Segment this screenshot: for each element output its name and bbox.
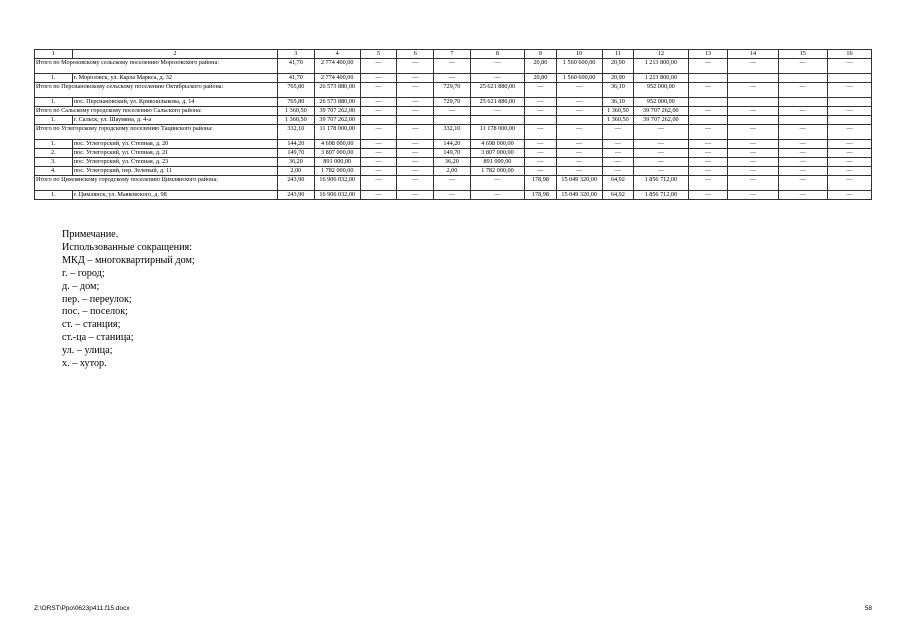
value-cell: — xyxy=(827,158,871,167)
value-cell: — xyxy=(360,74,397,83)
value-cell: 20,80 xyxy=(525,59,556,74)
value-cell: — xyxy=(470,74,524,83)
column-number-header: 3 xyxy=(278,50,315,59)
value-cell: 1 782 000,00 xyxy=(314,167,360,176)
value-cell xyxy=(778,116,827,125)
address-cell: пос. Углегорский, ул. Степная, д. 20 xyxy=(72,140,277,149)
value-cell: — xyxy=(827,140,871,149)
value-cell: — xyxy=(728,59,778,74)
value-cell: 729,70 xyxy=(434,98,471,107)
value-cell: — xyxy=(397,140,434,149)
value-cell: 2,00 xyxy=(278,167,315,176)
value-cell xyxy=(556,116,602,125)
value-cell xyxy=(728,98,778,107)
value-cell: — xyxy=(688,167,728,176)
value-cell: — xyxy=(728,191,778,200)
value-cell: — xyxy=(525,107,556,116)
column-number-header: 16 xyxy=(827,50,871,59)
address-cell: пос. Персиановский, ул. Кривошлыкова, д. 14 xyxy=(72,98,277,107)
value-cell: 20,90 xyxy=(602,59,633,74)
value-cell: — xyxy=(778,107,827,116)
value-cell: — xyxy=(634,158,688,167)
value-cell: — xyxy=(360,98,397,107)
value-cell: — xyxy=(728,140,778,149)
value-cell: — xyxy=(360,140,397,149)
notes-line: ст. – станция; xyxy=(62,319,121,331)
value-cell: — xyxy=(525,98,556,107)
value-cell: 1 856 712,00 xyxy=(634,191,688,200)
value-cell: — xyxy=(827,167,871,176)
value-cell: 765,80 xyxy=(278,98,315,107)
value-cell: 20,90 xyxy=(602,74,633,83)
value-cell: 891 000,00 xyxy=(470,158,524,167)
value-cell: 2 774 400,00 xyxy=(314,74,360,83)
value-cell: — xyxy=(556,107,602,116)
row-index: 1. xyxy=(35,116,73,125)
value-cell: — xyxy=(827,125,871,140)
value-cell: — xyxy=(827,149,871,158)
value-cell: — xyxy=(397,83,434,98)
value-cell xyxy=(827,74,871,83)
value-cell: — xyxy=(397,191,434,200)
value-cell: — xyxy=(434,59,471,74)
value-cell: — xyxy=(688,158,728,167)
value-cell: — xyxy=(602,167,633,176)
value-cell xyxy=(688,74,728,83)
value-cell xyxy=(827,98,871,107)
table-header-row xyxy=(35,50,872,59)
value-cell: — xyxy=(360,158,397,167)
row-index: 4. xyxy=(35,167,73,176)
settlement-total-label: Итого по Морозовскому сельскому поселению Морозовского района: xyxy=(35,59,278,74)
notes-line: х. – хутор. xyxy=(62,358,107,370)
value-cell xyxy=(688,98,728,107)
value-cell: — xyxy=(556,167,602,176)
value-cell: — xyxy=(360,176,397,191)
value-cell: 39 707 262,00 xyxy=(634,116,688,125)
settlement-total-label: Итого по Цимлянскому городскому поселению Цимлянского района: xyxy=(35,176,278,191)
value-cell xyxy=(728,74,778,83)
value-cell: — xyxy=(827,176,871,191)
value-cell: — xyxy=(360,125,397,140)
value-cell: — xyxy=(397,176,434,191)
table-row xyxy=(35,149,872,158)
value-cell xyxy=(827,116,871,125)
value-cell: — xyxy=(360,107,397,116)
value-cell: — xyxy=(360,59,397,74)
table-total-row xyxy=(35,83,872,98)
value-cell: — xyxy=(634,125,688,140)
value-cell: — xyxy=(434,176,471,191)
value-cell: 26 573 880,00 xyxy=(314,83,360,98)
value-cell: 1 360,50 xyxy=(602,107,633,116)
value-cell: 39 707 262,00 xyxy=(634,107,688,116)
value-cell: — xyxy=(360,83,397,98)
footer-file-path: Z:\ORST\Ppo\0623p411.f15.docx xyxy=(34,605,130,612)
value-cell: 1 560 600,00 xyxy=(556,74,602,83)
address-cell: пос. Углегорский, ул. Степная, д. 23 xyxy=(72,158,277,167)
row-index: 1. xyxy=(35,98,73,107)
value-cell: — xyxy=(827,83,871,98)
value-cell: 1 360,50 xyxy=(602,116,633,125)
value-cell: 36,10 xyxy=(602,83,633,98)
column-number-header: 6 xyxy=(397,50,434,59)
column-number-header: 15 xyxy=(778,50,827,59)
table-row xyxy=(35,74,872,83)
value-cell: 41,70 xyxy=(278,59,315,74)
value-cell: — xyxy=(602,140,633,149)
value-cell: — xyxy=(778,140,827,149)
value-cell: — xyxy=(827,59,871,74)
table-row xyxy=(35,140,872,149)
value-cell: 952 000,00 xyxy=(634,98,688,107)
column-number-header: 1 xyxy=(35,50,73,59)
value-cell: — xyxy=(728,167,778,176)
table-total-row xyxy=(35,176,872,191)
notes-line: пос. – поселок; xyxy=(62,306,128,318)
value-cell: — xyxy=(397,149,434,158)
register-table xyxy=(34,49,872,200)
settlement-total-label: Итого по Сальскому городскому поселению Сальского района: xyxy=(35,107,278,116)
value-cell: — xyxy=(360,149,397,158)
value-cell: — xyxy=(525,158,556,167)
value-cell: — xyxy=(470,59,524,74)
value-cell: — xyxy=(602,149,633,158)
value-cell: — xyxy=(728,125,778,140)
notes-title: Примечание. xyxy=(62,229,119,240)
address-cell: пос. Углегорский, ул. Степная, д. 21 xyxy=(72,149,277,158)
value-cell: 729,70 xyxy=(434,83,471,98)
row-index: 1. xyxy=(35,191,73,200)
address-cell: пос. Углегорский, пер. Зеленый, д. 11 xyxy=(72,167,277,176)
value-cell: — xyxy=(728,158,778,167)
value-cell: 25 621 880,00 xyxy=(470,98,524,107)
table-row xyxy=(35,158,872,167)
column-number-header: 14 xyxy=(728,50,778,59)
table-row xyxy=(35,98,872,107)
value-cell: 1 856 712,00 xyxy=(634,176,688,191)
value-cell: — xyxy=(634,140,688,149)
table-row xyxy=(35,116,872,125)
value-cell: 149,70 xyxy=(434,149,471,158)
column-number-header: 8 xyxy=(470,50,524,59)
value-cell: 3 807 000,00 xyxy=(470,149,524,158)
value-cell: 1 782 000,00 xyxy=(470,167,524,176)
value-cell: 144,20 xyxy=(434,140,471,149)
value-cell: 36,20 xyxy=(434,158,471,167)
value-cell: 11 178 000,00 xyxy=(470,125,524,140)
value-cell: 26 573 880,00 xyxy=(314,98,360,107)
column-number-header: 9 xyxy=(525,50,556,59)
value-cell: — xyxy=(728,83,778,98)
value-cell: — xyxy=(728,149,778,158)
notes-line: ст.-ца – станица; xyxy=(62,332,134,344)
value-cell: 1 360,50 xyxy=(278,116,315,125)
notes-block xyxy=(62,229,195,371)
row-index: 3. xyxy=(35,158,73,167)
value-cell xyxy=(688,116,728,125)
value-cell: 332,10 xyxy=(278,125,315,140)
value-cell: 16 906 032,00 xyxy=(314,176,360,191)
value-cell: — xyxy=(728,107,778,116)
row-index: 2. xyxy=(35,149,73,158)
value-cell: — xyxy=(827,191,871,200)
value-cell: — xyxy=(525,167,556,176)
value-cell: 178,98 xyxy=(525,191,556,200)
value-cell: — xyxy=(634,167,688,176)
value-cell: 64,92 xyxy=(602,176,633,191)
value-cell: — xyxy=(556,83,602,98)
value-cell: — xyxy=(556,125,602,140)
value-cell xyxy=(778,74,827,83)
value-cell: 25 621 880,00 xyxy=(470,83,524,98)
value-cell xyxy=(434,116,471,125)
value-cell: — xyxy=(360,191,397,200)
value-cell: — xyxy=(778,59,827,74)
value-cell: — xyxy=(360,167,397,176)
value-cell: — xyxy=(397,158,434,167)
value-cell: 15 049 320,00 xyxy=(556,191,602,200)
value-cell: 891 000,00 xyxy=(314,158,360,167)
notes-line: г. – город; xyxy=(62,267,105,279)
address-cell: г. Морозовск, ул. Карла Маркса, д. 32 xyxy=(72,74,277,83)
value-cell: — xyxy=(556,149,602,158)
value-cell: — xyxy=(602,125,633,140)
column-number-header: 5 xyxy=(360,50,397,59)
settlement-total-label: Итого по Персиановскому сельскому поселению Октябрьского района: xyxy=(35,83,278,98)
value-cell: — xyxy=(397,125,434,140)
value-cell: — xyxy=(602,158,633,167)
value-cell: — xyxy=(397,74,434,83)
table-total-row xyxy=(35,59,872,74)
notes-line: пер. – переулок; xyxy=(62,293,132,305)
value-cell: — xyxy=(434,107,471,116)
value-cell: 1 560 600,00 xyxy=(556,59,602,74)
value-cell xyxy=(397,116,434,125)
value-cell: 39 707 262,00 xyxy=(314,116,360,125)
value-cell: 39 707 262,00 xyxy=(314,107,360,116)
value-cell: 1 213 800,00 xyxy=(634,59,688,74)
value-cell: — xyxy=(556,158,602,167)
value-cell: 178,98 xyxy=(525,176,556,191)
column-number-header: 13 xyxy=(688,50,728,59)
value-cell: 144,20 xyxy=(278,140,315,149)
value-cell: 3 807 000,00 xyxy=(314,149,360,158)
value-cell: — xyxy=(470,176,524,191)
value-cell: 2 774 400,00 xyxy=(314,59,360,74)
column-number-header: 7 xyxy=(434,50,471,59)
column-number-header: 2 xyxy=(72,50,277,59)
notes-line: д. – дом; xyxy=(62,280,100,292)
address-cell: г. Цимлянск, ул. Маяковского, д. 98 xyxy=(72,191,277,200)
value-cell: 11 178 000,00 xyxy=(314,125,360,140)
column-number-header: 12 xyxy=(634,50,688,59)
value-cell: 149,70 xyxy=(278,149,315,158)
value-cell: 332,10 xyxy=(434,125,471,140)
footer-page-number: 58 xyxy=(864,605,872,612)
value-cell: — xyxy=(778,158,827,167)
value-cell: — xyxy=(688,125,728,140)
value-cell: 16 906 032,00 xyxy=(314,191,360,200)
column-number-header: 4 xyxy=(314,50,360,59)
value-cell: — xyxy=(688,176,728,191)
value-cell: — xyxy=(688,191,728,200)
row-index: 1. xyxy=(35,140,73,149)
value-cell: — xyxy=(688,107,728,116)
value-cell xyxy=(470,116,524,125)
value-cell: — xyxy=(778,167,827,176)
value-cell: 36,20 xyxy=(278,158,315,167)
value-cell: — xyxy=(525,83,556,98)
row-index: 1. xyxy=(35,74,73,83)
value-cell: 765,80 xyxy=(278,83,315,98)
notes-line: Использованные сокращения: xyxy=(62,241,193,253)
table-row xyxy=(35,191,872,200)
value-cell: — xyxy=(525,125,556,140)
address-cell: г. Сальск, ул. Шаумяна, д. 4-а xyxy=(72,116,277,125)
value-cell: — xyxy=(778,176,827,191)
notes-line: ул. – улица; xyxy=(62,345,113,357)
value-cell xyxy=(728,116,778,125)
column-number-header: 10 xyxy=(556,50,602,59)
value-cell: — xyxy=(688,140,728,149)
value-cell: — xyxy=(525,149,556,158)
value-cell: 41,70 xyxy=(278,74,315,83)
value-cell: 4 698 000,00 xyxy=(470,140,524,149)
value-cell: — xyxy=(434,191,471,200)
value-cell: — xyxy=(688,83,728,98)
value-cell: — xyxy=(778,149,827,158)
value-cell: — xyxy=(556,140,602,149)
value-cell: 243,90 xyxy=(278,176,315,191)
value-cell: 243,90 xyxy=(278,191,315,200)
value-cell: 1 360,50 xyxy=(278,107,315,116)
table-total-row xyxy=(35,125,872,140)
value-cell: 952 000,00 xyxy=(634,83,688,98)
value-cell: — xyxy=(525,140,556,149)
value-cell: — xyxy=(470,107,524,116)
value-cell: — xyxy=(634,149,688,158)
value-cell: — xyxy=(470,191,524,200)
value-cell: — xyxy=(397,107,434,116)
table-row xyxy=(35,167,872,176)
value-cell: — xyxy=(778,83,827,98)
value-cell: — xyxy=(397,59,434,74)
value-cell xyxy=(525,116,556,125)
value-cell: 20,80 xyxy=(525,74,556,83)
value-cell: — xyxy=(827,107,871,116)
value-cell: — xyxy=(397,98,434,107)
value-cell: — xyxy=(556,98,602,107)
value-cell: — xyxy=(688,59,728,74)
value-cell: — xyxy=(434,74,471,83)
table-row xyxy=(35,107,872,116)
value-cell: — xyxy=(778,191,827,200)
settlement-total-label: Итого по Углегорскому городскому поселению Тацинского района: xyxy=(35,125,278,140)
value-cell: 2,00 xyxy=(434,167,471,176)
value-cell: — xyxy=(728,176,778,191)
value-cell xyxy=(360,116,397,125)
value-cell: — xyxy=(688,149,728,158)
column-number-header: 11 xyxy=(602,50,633,59)
notes-line: МКД – многоквартирный дом; xyxy=(62,254,195,266)
value-cell: 15 049 320,00 xyxy=(556,176,602,191)
value-cell xyxy=(778,98,827,107)
value-cell: — xyxy=(397,167,434,176)
value-cell: — xyxy=(778,125,827,140)
value-cell: 1 213 800,00 xyxy=(634,74,688,83)
value-cell: 64,92 xyxy=(602,191,633,200)
value-cell: 36,10 xyxy=(602,98,633,107)
value-cell: 4 698 000,00 xyxy=(314,140,360,149)
